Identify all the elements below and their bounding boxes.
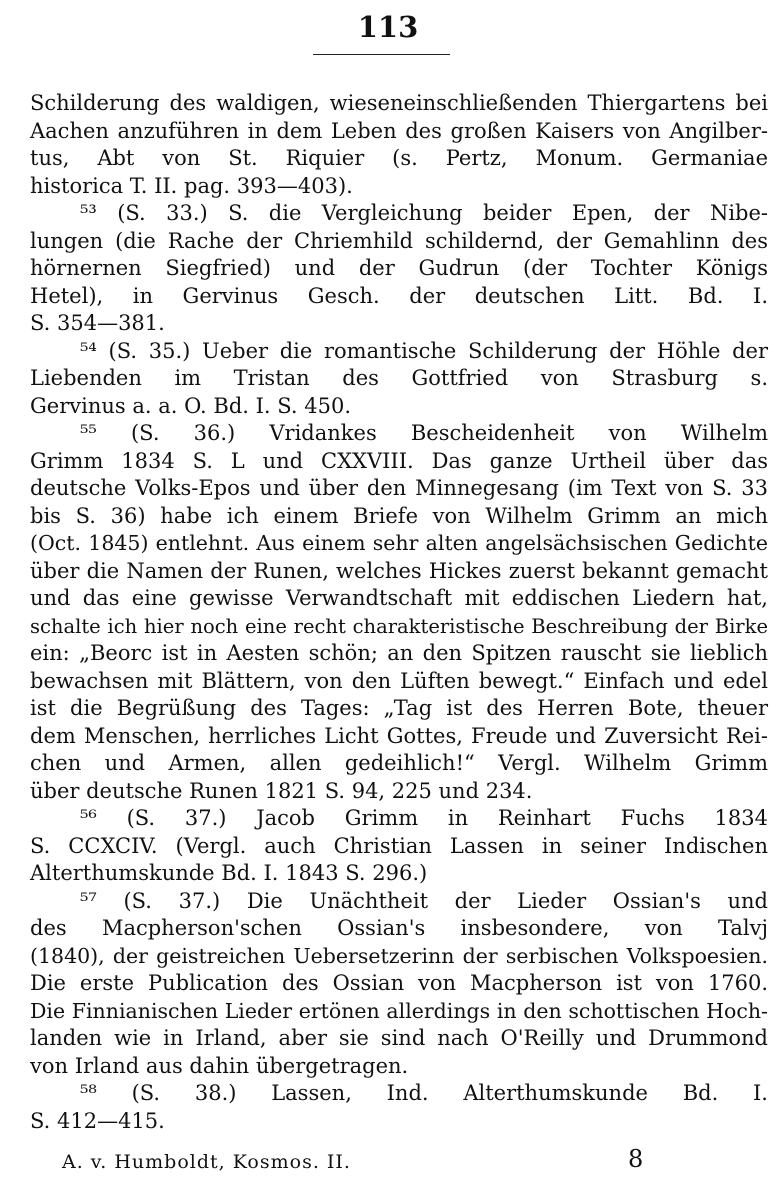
text-line: schalte ich hier noch eine recht charakteristische Beschreibung der Birke <box>30 614 768 638</box>
text-line: des Macpherson'schen Ossian's insbesondere, von Talvj <box>30 916 768 940</box>
text-line: historica T. II. pag. 393—403). <box>30 173 353 198</box>
text-line: ein: „Beorc ist in Aesten schön; an den Spitzen rauscht sie lieblich <box>30 641 768 665</box>
text-line: (1840), der geistreichen Uebersetzerinn der serbischen Volkspoesien. <box>30 943 768 968</box>
page-number: 113 <box>357 10 419 44</box>
footnotes-text-block <box>30 90 768 1135</box>
text-line: (Oct. 1845) entlehnt. Aus einem sehr alten angelsächsischen Gedichte <box>30 531 768 555</box>
text-line: dem Menschen, herrliches Licht Gottes, Freude und Zuversicht Rei- <box>30 723 768 748</box>
text-line: von Irland aus dahin übergetragen. <box>30 1053 409 1078</box>
text-line: Die Finnianischen Lieder ertönen allerdings in den schottischen Hoch- <box>30 998 768 1023</box>
footer-signature: A. v. Humboldt, Kosmos. II. <box>62 1151 351 1173</box>
text-line: ⁵⁴ (S. 35.) Ueber die romantische Schilderung der Höhle der <box>80 338 768 363</box>
text-line: über die Namen der Runen, welches Hickes zuerst bekannt gemacht <box>30 558 768 583</box>
text-line: landen wie in Irland, aber sie sind nach O'Reilly und Drummond <box>30 1026 768 1050</box>
text-line: und das eine gewisse Verwandtschaft mit eddischen Liedern hat, <box>30 586 768 610</box>
text-line: ⁵⁷ (S. 37.) Die Unächtheit der Lieder Ossian's und <box>80 888 768 913</box>
text-line: Gervinus a. a. O. Bd. I. S. 450. <box>30 393 352 418</box>
text-line: deutsche Volks-Epos und über den Minnegesang (im Text von S. 33 <box>30 476 768 500</box>
text-line: S. 412—415. <box>30 1108 165 1133</box>
text-line: S. CCXCIV. (Vergl. auch Christian Lassen in seiner Indischen <box>30 833 768 858</box>
text-line: lungen (die Rache der Chriemhild schildernd, der Gemahlinn des <box>30 228 768 253</box>
text-line: hörnernen Siegfried) und der Gudrun (der Tochter Königs <box>30 256 768 280</box>
text-line: tus, Abt von St. Riquier (s. Pertz, Monum. Germaniae <box>30 146 768 170</box>
text-line: chen und Armen, allen gedeihlich!“ Vergl. Wilhelm Grimm <box>30 751 768 775</box>
header-rule <box>313 54 450 55</box>
text-line: über deutsche Runen 1821 S. 94, 225 und 234. <box>30 778 533 803</box>
text-line: Grimm 1834 S. L und CXXVIII. Das ganze Urtheil über das <box>30 448 768 473</box>
text-line: ⁵⁸ (S. 38.) Lassen, Ind. Alterthumskunde Bd. I. <box>80 1081 768 1105</box>
text-line: Hetel), in Gervinus Gesch. der deutschen Litt. Bd. I. <box>30 283 768 308</box>
text-line: ⁵³ (S. 33.) S. die Vergleichung beider Epen, der Nibe- <box>80 201 768 225</box>
text-line: bis S. 36) habe ich einem Briefe von Wilhelm Grimm an mich <box>30 503 768 528</box>
text-line: ⁵⁵ (S. 36.) Vridankes Bescheidenheit von Wilhelm <box>80 421 768 445</box>
text-line: bewachsen mit Blättern, von den Lüften bewegt.“ Einfach und edel <box>30 668 768 693</box>
text-line: Liebenden im Tristan des Gottfried von Strasburg s. <box>30 366 768 390</box>
text-line: Die erste Publication des Ossian von Macpherson ist von 1760. <box>30 971 768 995</box>
text-line: Alterthumskunde Bd. I. 1843 S. 296.) <box>30 861 428 885</box>
text-line: ⁵⁶ (S. 37.) Jacob Grimm in Reinhart Fuchs 1834 <box>80 806 768 830</box>
text-line: ist die Begrüßung des Tages: „Tag ist des Herren Bote, theuer <box>30 696 768 720</box>
text-line: Aachen anzuführen in dem Leben des großen Kaisers von Angilber- <box>30 118 768 143</box>
text-line: S. 354—381. <box>30 311 165 335</box>
signature-mark: 8 <box>628 1145 644 1173</box>
text-line: Schilderung des waldigen, wieseneinschließenden Thiergartens bei <box>30 91 768 115</box>
